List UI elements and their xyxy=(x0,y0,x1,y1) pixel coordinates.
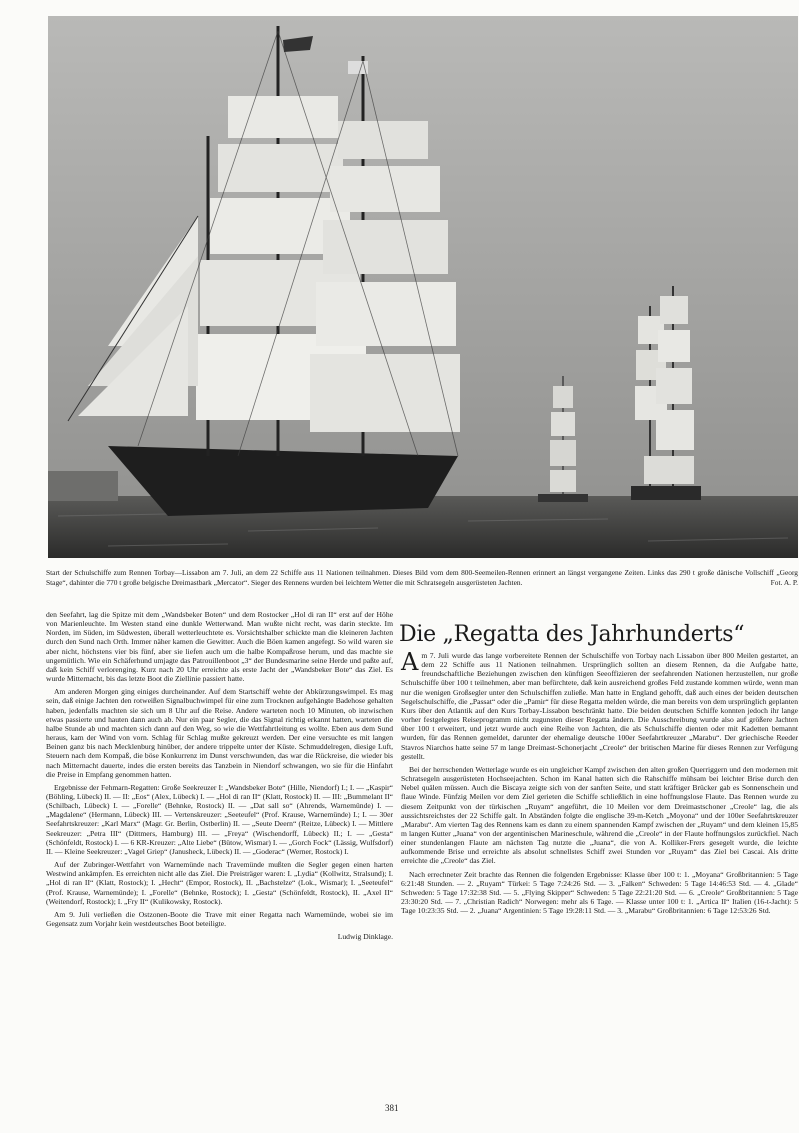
caption-text: Start der Schulschiffe zum Rennen Torbay—Lissabon am 7. Juli, an dem 22 Schiffe aus 11 Nationen teilnahmen. Dieses Bild vom dem 800-Seemeilen-Rennen erinnert an längst vergangene Zeiten. Links das 290 t große dänische Vollschiff „Georg Stage“, dahinter die 770 t große belgische Dreimastbark „Mercator“. Sieger des Rennens wurden bei leichtem Wetter die mit Schratsegeln ausgerüsteten Jachten. xyxy=(46,568,798,587)
left-column xyxy=(46,610,393,941)
article-title: Die „Regatta des Jahrhunderts“ xyxy=(399,621,745,647)
photo-caption xyxy=(46,568,798,587)
background-vessel xyxy=(48,471,118,501)
left-paragraph-2: Am anderen Morgen ging einiges durcheinander. Auf dem Startschiff wehte der Abkürzungswimpel. Es mag sein, daß einige Jachten den rotweißen Signalbuchwimpel für eine zum Trocknen aufgehängte Badehose gehalten haben, jedenfalls machten sie sich um 8 Uhr auf die Reise. Andere warteten noch 10 Minuten, ob inzwischen etwas passierte und hauten dann auch ab. Nur ein paar Segler, die das Signal richtig erkannt hatten, warteten die halbe Stunde ab und machten sich dann auf den Weg, so wie die Wettfahrtleitung es wollte. Eben aus dem Sund heraus, kam der Wind von vorn. Schlag für Schlag mußte gekreuzt werden. Der eine versuchte es mit langen Beinen ganz bis nach Mecklenburg hinüber, der andere trippelte unter der Küste. Schmuddelregen, diesige Luft, Steuern nach dem Kompaß, die böse Konkurrenz im Dunst verschwunden, das war die Rückreise, die wieder bis nach Mitternacht dauerte, indes die ersten bereits das Tanzbein in Niendorf schwangen, wo sie für die Hinfahrt die Preise in Empfang genommen hatten. xyxy=(46,687,393,779)
left-paragraph-3: Ergebnisse der Fehmarn-Regatten: Große Seekreuzer I: „Wandsbeker Bote“ (Hille, Niendorf) I.; I. — „Kaspir“ (Böhling, Lübeck) II. — II: „Eos“ (Alex, Lübeck) I. — „Hol di ran II“ (Klatt, Rostock) II. — III: „Bummelant II“ (Schilbach, Lübeck) I. — „Forelle“ (Behnke, Rostock) II. — „Dat sall so“ (Ahrends, Warnemünde) I. — „Magdalene“ (Hermann, Lübeck) III. — Vertenskreuzer: „Seeteufel“ (Prof. Krause, Warnemünde) I.; I. — 30er Seefahrtskreuzer: „Karl Marx“ (Magr. Gr. Berlin, Ostberlin) II. — „Seute Deern“ (Reitze, Lübeck) I. — Mittlere Seekreuzer: „Petra III“ (Dittmers, Hamburg) III. — „Freya“ (Wischendorff, Lübeck) II.; I. — „Gesta“ (Schönfeldt, Rostock) I. — 6 KR-Kreuzer: „Alte Liebe“ (Bütow, Wismar) I. — „Gorch Fock“ (Lässig, Wulfsdorf) II. — Kleine Seekreuzer: „Vagel Griep“ (Janusheck, Lübeck) II. — „Goderac“ (Werner, Rostock) I. xyxy=(46,782,393,856)
article-paragraph-2: Bei der herrschenden Wetterlage wurde es ein ungleicher Kampf zwischen den alten großen Querriggern und den modernen mit Schratsegeln ausgerüsteten Hochseejachten. Schon im Kanal hatten sich die Rahschiffe mühsam bei leichter Brise durch den Nebel quälen müssen. Auch die Biscaya zeigte sich von der sanften Seite, und statt kräftiger Brücker gab es Sonnenschein und flaue Winde. Fünfzig Meilen vor dem Ziel gerieten die Schiffe schließlich in eine hoffnungslose Flaute. Das Rennen wurde zu diesem Zeitpunkt von der türkischen „Ruyam“ angeführt, die 10 Meilen vor dem Dreimastschoner „Creole“ lag, die als aussichtsreichstes der 22 Schiffe galt. In Abständen folgte die englische 39-m-Ketch „Moyona“ und der 100er Seefahrtskreuzer „Marabu“. Am vierten Tag des Rennens kam es dann zu einem spannenden Kampf zwischen der „Ruyam“ und dem kleinen 15,85 m langen Kutter „Juana“ von der argentinischen Marineschule, während die „Creole“ in der Flaute hoffnungslos zurückfiel. Nach einer stundenlangen Flaute am nächsten Tag nutzte die „Juana“, die von A. Kolliker-Frers gesegelt wurde, die leichte aufkommende Brise und erreichte als absolut schnellstes Schiff zwei Stunden vor „Ruyam“ das Ziel bei Cascai. Als dritte erreichte die „Creole“ das Ziel. xyxy=(401,764,798,866)
photo-illustration xyxy=(48,16,798,558)
article-paragraph-3: Nach errechneter Zeit brachte das Rennen die folgenden Ergebnisse: Klasse über 100 t: 1. „Moyana“ Großbritannien: 5 Tage 6:21:48 Stunden. — 2. „Ruyam“ Türkei: 5 Tage 7:24:26 Std. — 3. „Falken“ Schweden: 5 Tage 14:46:53 Std. — 4. „Glade“ Schweden: 5 Tage 17:32:38 Std. — 5. „Flying Skipper“ Schweden: 5 Tage 22:21:20 Std. — 6. „Creole“ Großbritannien: 5 Tage 23:30:20 Std. — 7. „Christian Radich“ Norwegen: mehr als 6 Tage. — Klasse unter 100 t: 1. „Artica II“ Italien (16-t-Jacht): 5 Tage 10:23:35 Std. — 2. „Juana“ Argentinien: 5 Tage 19:28:11 Std. — 3. „Marabu“ Großbritannien: 6 Tage 12:53:26 Std. xyxy=(401,869,798,916)
drop-cap: A xyxy=(401,648,419,676)
left-paragraph-1: den Seefahrt, lag die Spitze mit dem „Wandsbeker Boten“ und dem Rostocker „Hol di ran II“ erst auf der Höhe von Marienleuchte. Im Westen stand eine dunkle Wetterwand. Man wußte nicht recht, was darin steckte. Im Norden, im Süden, im Südwesten, überall wetterleuchtete es. Vorsichtshalber schickte man die kleineren Jachten durch den Sund nach Orth. Immer näher kamen die Gewitter. Auch die Böen kamen angefegt. So wild waren sie aber nicht, höchstens vier bis fünf, aber sie liefen auch um die halbe Kompaßrose herum, und das machte sie ungemütlich. Wie ein Schäferhund umjagte das Patrouillenboot „3“ der Bundesmarine seine Herde und paßte auf, daß kein Schiff verlorenging. Kurz nach 20 Uhr erreichte als erste Jacht der „Wandsbeker Bote“ das Ziel. Es wurde Mitternacht, bis das letzte Boot die Ziellinie passiert hatte. xyxy=(46,610,393,684)
sailing-ships-photo xyxy=(48,16,798,558)
article-paragraph-1 xyxy=(401,648,798,761)
article-paragraph-1-text: m 7. Juli wurde das lange vorbereitete Rennen der Schulschiffe von Torbay nach Lissabon über 800 Meilen gestartet, an dem 22 Schiffe aus 11 Nationen teilnahmen. Ursprünglich sollten an diesem Rennen, da die Aufgabe hatte, freundschaftliche Beziehungen zwischen den künftigen Seeoffizieren der seefahrenden Nationen herzustellen, nur große Schulschiffe über 100 t teilnehmen, aber man befürchtete, daß kein ausreichend großes Feld zustande kommen würde, wenn man nur die wenigen Großsegler unter den Schulschiffen zuließe. Man hatte in England gehofft, daß auch eines der beiden deutschen Segelschulschiffe, die „Passat“ oder die „Pamir“ für diese Regatta melden würde, die man bereits von dem ursprünglich geplanten Kurs über den Atlantik auf den Kurs Torbay-Lissabon beschränkt hatte. Die beiden deutschen Schiffe konnten jedoch ihr lange vorher festgelegtes Reiseprogramm nicht zugunsten dieser Regatta ändern. Die Ausschreibung wurde also auf größere Jachten über 100 t erweitert, und jetzt wurde auch eine Reihe von Jachten, die als Schulschiffe dienten oder mit Kadetten bemannt wurden, für das Rennen gemeldet, darunter der ehemalige deutsche 100er Seefahrtkreuzer „Marabu“. Der griechische Reeder Stavros Niarchos hatte seine 57 m lange Dreimast-Schonerjacht „Creole“ der britischen Marine für dieses Rennen zur Verfügung gestellt. xyxy=(401,651,798,761)
right-column xyxy=(401,648,798,919)
left-paragraph-5: Am 9. Juli verließen die Ostzonen-Boote die Trave mit einer Regatta nach Warnemünde, wobei sie im Gegensatz zum Vorjahr kein westdeutsches Boot beteiligte. xyxy=(46,909,393,928)
photo-credit: Fot. A. P. xyxy=(770,577,798,587)
page-number: 381 xyxy=(385,1103,399,1113)
left-paragraph-4: Auf der Zubringer-Wettfahrt von Warnemünde nach Travemünde mußten die Segler gegen einen harten Westwind ankämpfen. Es erreichten nicht alle das Ziel. Die Preisträger waren: I. „Lydia“ (Kollwitz, Stralsund); I. „Hol di ran II“ (Klatt, Rostock); I. „Hecht“ (Empor, Rostock), II. „Bachstelze“ (Lok., Wismar); I. „Seeteufel“ (Prof. Krause, Warnemünde); I. „Forelle“ (Behnke, Rostock); I. „Gesta“ (Schönfeldt, Rostock), II. „Axel II“ (Weitendorf, Rostock); I. „Fry II“ (Kulikowsky, Rostock). xyxy=(46,860,393,906)
author-signature: Ludwig Dinklage. xyxy=(337,932,393,942)
